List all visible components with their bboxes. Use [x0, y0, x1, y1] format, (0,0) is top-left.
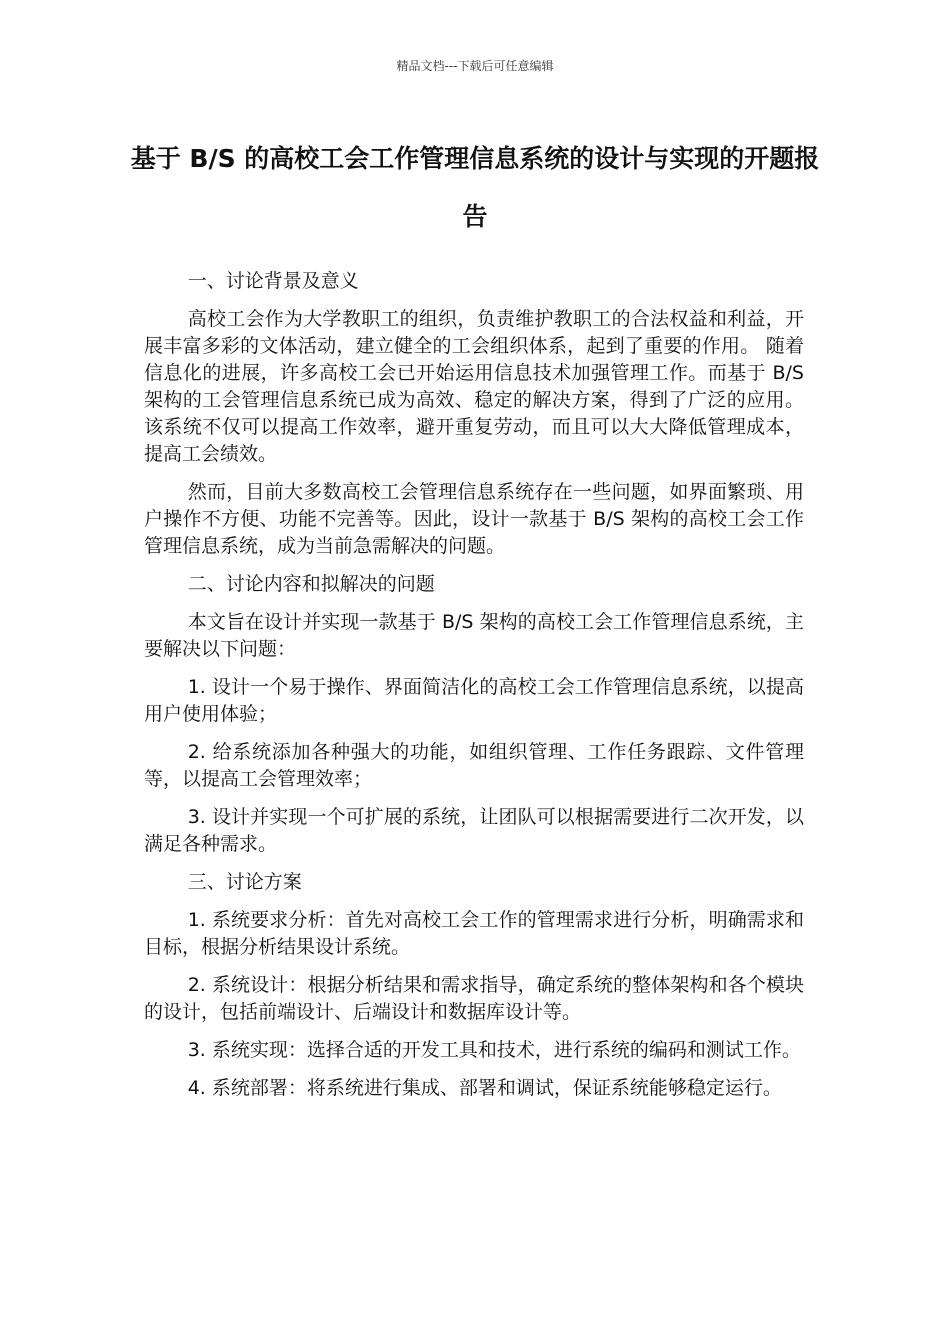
section-3-item-2: 2. 系统设计：根据分析结果和需求指导，确定系统的整体架构和各个模块的设计，包括前端设计、后端设计和数据库设计等。	[144, 974, 804, 1023]
section-1-heading: 一、讨论背景及意义	[187, 270, 359, 292]
section-3-item-4: 4. 系统部署：将系统进行集成、部署和调试，保证系统能够稳定运行。	[187, 1077, 782, 1099]
header-note: 精品文档---下载后可任意编辑	[396, 59, 554, 73]
section-1-paragraph-2: 然而，目前大多数高校工会管理信息系统存在一些问题，如界面繁琐、用户操作不方便、功能不完善等。因此，设计一款基于 B/S 架构的高校工会工作管理信息系统，成为当前急需解决的问题。	[144, 481, 804, 557]
section-2-paragraph-1: 本文旨在设计并实现一款基于 B/S 架构的高校工会工作管理信息系统，主要解决以下问题：	[144, 611, 804, 660]
section-3-item-1: 1. 系统要求分析：首先对高校工会工作的管理需求进行分析，明确需求和目标，根据分析结果设计系统。	[144, 909, 804, 958]
section-3-item-3: 3. 系统实现：选择合适的开发工具和技术，进行系统的编码和测试工作。	[187, 1039, 801, 1061]
section-2-heading: 二、讨论内容和拟解决的问题	[187, 573, 435, 595]
section-1-paragraph-1: 高校工会作为大学教职工的组织，负责维护教职工的合法权益和利益，开展丰富多彩的文体活动，建立健全的工会组织体系，起到了重要的作用。 随着信息化的进展，许多高校工会已开始运用信息技术加强管理工作。而基于 B/S 架构的工会管理信息系统已成为高效、稳定的解决方案，得到了广泛的应用。该系统不仅可以提高工作效率，避开重复劳动，而且可以大大降低管理成本，提高工会绩效。	[144, 308, 804, 465]
section-2-item-1: 1. 设计一个易于操作、界面简洁化的高校工会工作管理信息系统，以提高用户使用体验；	[144, 676, 804, 725]
section-3-heading: 三、讨论方案	[187, 871, 302, 893]
document-title: 基于 B/S 的高校工会工作管理信息系统的设计与实现的开题报告	[130, 144, 820, 231]
section-2-item-2: 2. 给系统添加各种强大的功能，如组织管理、工作任务跟踪、文件管理等，以提高工会管理效率；	[144, 741, 804, 790]
section-2-item-3: 3. 设计并实现一个可扩展的系统，让团队可以根据需要进行二次开发，以满足各种需求。	[144, 806, 804, 855]
document-body	[144, 268, 804, 1113]
